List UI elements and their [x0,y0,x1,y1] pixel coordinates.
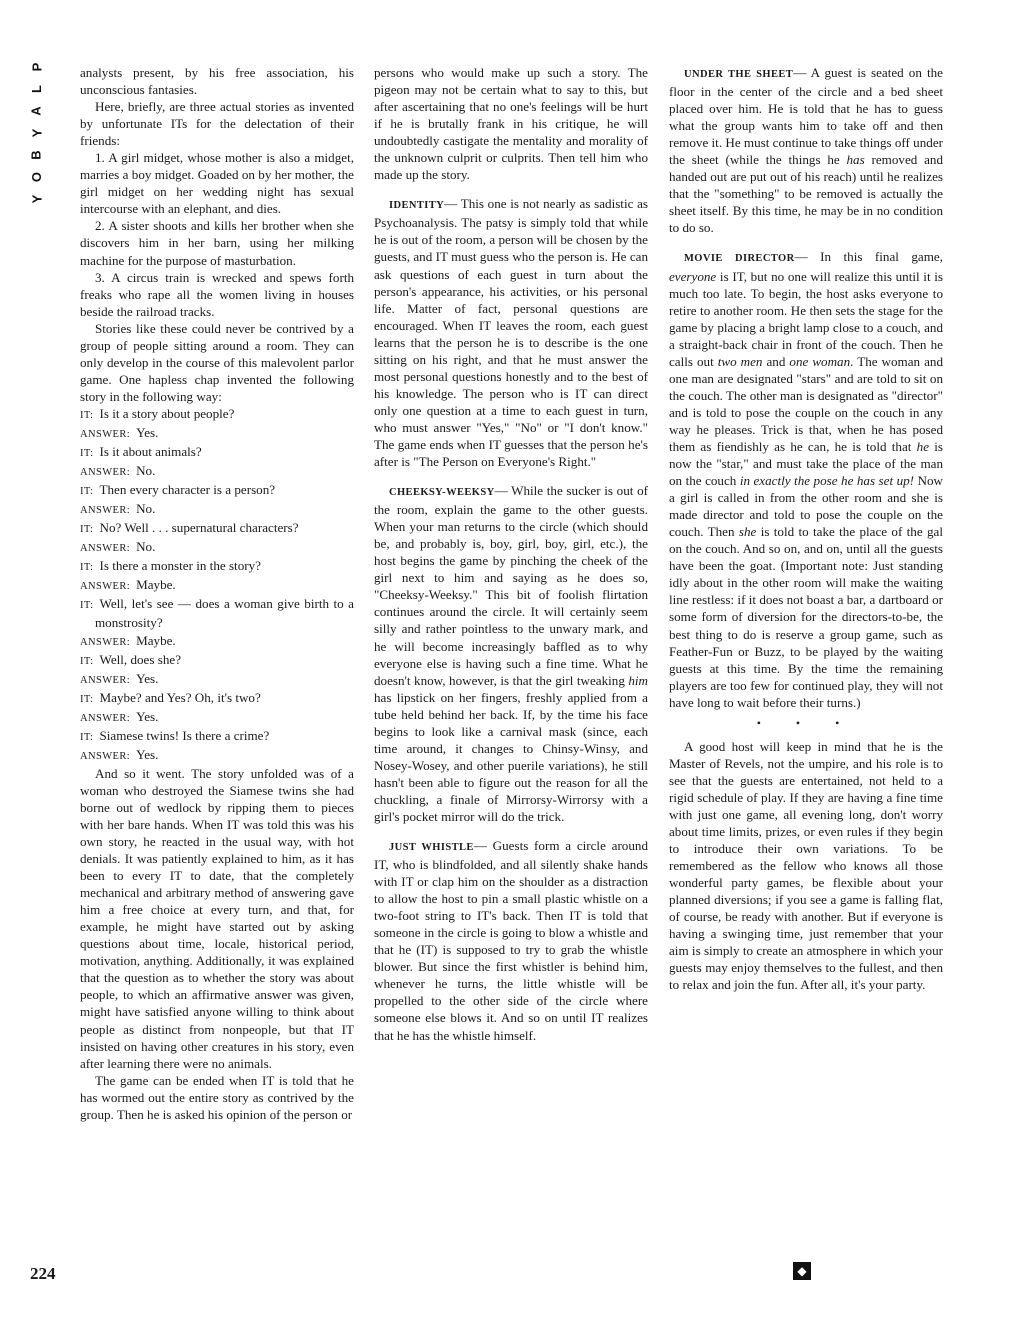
line: No. [136,501,156,517]
line: Is there a monster in the story? [99,558,261,574]
dialogue-line [80,576,354,595]
dialogue-line [80,481,354,500]
dialogue-line [80,462,354,481]
emphasis: one woman [789,353,851,369]
game-text: — While the sucker is out of the room, explain the game to the other guests. When your man returns to the circle (which should be, and probably is, boy, girl, boy, girl, etc.), the host begins the game by pinching the cheek of the girl next to him and saying as he does so, "Cheeksy-Weeksy." This bit of foolish flirtation continues around the circle. It will certainly seem silly and rather pointless to the unwary mark, and he will become increasingly baffled as to why everyone else is having such a fine time. What he doesn't know, however, is that the girl tweaking [374,483,648,688]
speaker: IT: [80,693,94,705]
column-3 [669,64,943,993]
line: Maybe? and Yes? Oh, it's two? [99,689,261,705]
game-text: and [762,353,790,369]
speaker: ANSWER: [80,674,131,686]
line: Yes. [136,708,159,724]
speaker: ANSWER: [80,428,131,440]
speaker: ANSWER: [80,543,131,555]
game-text: Now a girl is called in from the other room and she is made director and told to pose the couple on the couch. Then [669,473,943,540]
dialogue-line [80,727,354,746]
line: No. [136,539,156,555]
dialogue-line [80,689,354,708]
dialogue-line [80,443,354,462]
magazine-running-title: P L A Y B O Y [28,62,44,204]
game-just-whistle [374,837,648,1044]
game-text: is now the "star," and must take the place of the man on the couch [669,438,943,489]
dialogue-line [80,519,354,538]
game-text: is told to take the place of the gal on the couch. And so on, and on, until all the guests have been the goat. (Important note: Just standing idly about in the other room will make the waiting line restless: if it does not boast a bar, a dartboard or some form of diversion for the directors-to-be, the best thing to do is reserve a group game, such as Feather-Fun or Buzz, to be played by the waiting guests at this time. By the time the remaining players are too few for continued play, they will not have long to wait before their turns.) [669,524,943,710]
game-movie-director [669,248,943,710]
game-cheeksy-weeksy [374,482,648,825]
game-text: is IT, but no one will realize this until it is much too late. To begin, the host asks everyone to retire to another room. He then sets the stage for the game by placing a bright lamp close to a couch, and a straight-back chair in front of the couch. Then he calls out [669,268,943,369]
line: Well, let's see — does a woman give birth to a monstrosity? [95,596,354,631]
dialogue-line [80,708,354,727]
line: Is it about animals? [99,444,202,460]
dialogue-line [80,538,354,557]
game-heading: CHEEKSY-WEEKSY [389,487,495,499]
game-text: . The woman and one man are designated "stars" and are told to sit on the couch. The other man is designated as "director" and is told to pose the couple on the couch in any way he pleases. Trick is that, when he has posed them as fiendishly as he can, he is told that [669,353,944,454]
emphasis: everyone [669,268,717,284]
game-heading: IDENTITY [389,200,445,212]
speaker: ANSWER: [80,712,131,724]
paragraph: The game can be ended when IT is told that he has wormed out the entire story as contrived by the group. Then he is asked his opinion of the person or [80,1072,354,1122]
paragraph: persons who would make up such a story. The pigeon may not be certain what to say to this, but after ascertaining that no one's feelings will be hurt if he is brutally frank in his critique, he will undoubtedly castigate the mentality and morality of the unknown culprit or culprits. Then tell him who made up the story. [374,65,648,183]
line: Siamese twins! Is there a crime? [99,727,270,743]
game-text: — This one is not nearly as sadistic as Psychoanalysis. The patsy is simply told that while he is out of the room, a person will be chosen by the guests, and IT must guess who the person is. He can ask questions of each guest in turn about the person's appearance, his activities, or his personal life. Matter of fact, personal questions are encouraged. When IT leaves the room, each guest learns that the person he is to describe is the one sitting on his right, and that he must answer the most personal questions honestly and to the best of his knowledge. The person who is IT can direct only one question at a time to each guest in turn, who must answer "Yes," "No" or "I don't know." The game ends when IT guesses that the person he's after is "The Person on Everyone's Right." [374,196,648,470]
game-under-the-sheet [669,64,943,236]
dialogue-line [80,632,354,651]
page-number: 224 [30,1264,56,1283]
line: No. [136,463,156,479]
speaker: IT: [80,448,94,460]
game-heading: MOVIE DIRECTOR [684,253,795,265]
emphasis: has [846,152,865,168]
paragraph: Here, briefly, are three actual stories as invented by unfortunate ITs for the delectation of their friends: [80,99,354,149]
speaker: IT: [80,600,94,612]
game-text: — In this final game, [794,249,943,265]
line: No? Well . . . supernatural characters? [99,520,299,536]
dialogue-line [80,746,354,765]
paragraph: 1. A girl midget, whose mother is also a midget, marries a boy midget. Goaded on by her mother, the girl midget on her wedding night has sexual intercourse with an elephant, and dies. [80,150,354,217]
game-text: has lipstick on her fingers, freshly applied from a tube held behind her back. If, by the time his face begins to look like a carnival mask (since, each time around, it changes to Chinsy-Winsy, and Nosey-Wosey, and other puerile variations), he still hasn't been able to figure out the reason for all the chuckling, a finale of Mirrorsy-Wirrorsy with a girl's pocket mirror will do the trick. [374,689,648,824]
line: Maybe. [136,632,176,648]
paragraph: 3. A circus train is wrecked and spews forth freaks who rape all the women living in houses beside the railroad tracks. [80,269,354,319]
speaker: IT: [80,409,94,421]
line: Yes. [136,746,159,762]
dialogue-line [80,500,354,519]
game-text: removed and handed out are put out of his reach) until he realizes that the "something" to be removed is actually the sheet itself. By this time, he may be in no condition to do so. [669,152,944,236]
dialogue-line [80,651,354,670]
line: Then every character is a person? [99,482,276,498]
line: Maybe. [136,577,176,593]
dialogue-line [80,405,354,424]
line: Yes. [136,670,159,686]
dialogue-block [80,405,354,765]
paragraph: A good host will keep in mind that he is the Master of Revels, not the umpire, and his role is to see that the guests are entertained, not held to a rigid schedule of play. If they are having a fine time with just one game, all evening long, don't worry about time limits, prizes, or even rules if they begin to introduce their own variations. To be remembered as the fellow who knows all those wonderful party games, be flexible about your planned diversions; if you see a game is falling flat, of course, be ready with another. But if everyone is having a swinging time, just remember that your aim is simply to create an atmosphere in which your guests may enjoy themselves to the fullest, and then to relax and join the fun. After all, it's your party. [669,738,943,993]
line: Yes. [136,424,159,440]
game-text: — A guest is seated on the floor in the center of the circle and a bed sheet placed over him. He is told that he has to guess what the group wants him to take off and then remove it. He must continue to take things off under the sheet (while the things he [669,65,943,168]
section-divider: • • • [756,715,856,730]
speaker: ANSWER: [80,581,131,593]
speaker: IT: [80,524,94,536]
speaker: IT: [80,731,94,743]
speaker: IT: [80,655,94,667]
column-1 [80,64,354,1123]
paragraph: 2. A sister shoots and kills her brother when she discovers him in her barn, using her milking machine for the purpose of masturbation. [80,218,354,268]
game-heading: UNDER THE SHEET [684,69,794,80]
emphasis: he [916,438,930,454]
game-text: — Guests form a circle around IT, who is blindfolded, and all silently shake hands with IT or clap him on the shoulder as a distraction to allow the host to pin a small plastic whistle on a two-foot string to IT's back. Then IT is told that someone in the circle is going to blow a whistle and that he (IT) is supposed to try to grab the whistle blower. But since the first whistler is behind him, whenever he turns, the little whistle will be propelled to the other side of the circle where someone else blows it. And so on until IT realizes that he has the whistle himself. [374,838,648,1043]
speaker: ANSWER: [80,636,131,648]
speaker: ANSWER: [80,750,131,762]
emphasis: two men [717,353,763,369]
speaker: IT: [80,562,94,574]
line: Is it a story about people? [99,405,235,421]
paragraph: analysts present, by his free association, his unconscious fantasies. [80,65,354,98]
dialogue-line [80,670,354,689]
emphasis: she [738,524,757,540]
dialogue-line [80,424,354,443]
speaker: ANSWER: [80,467,131,479]
column-2 [374,64,648,1044]
rabbit-logo-icon: ◆ [793,1262,811,1280]
game-identity [374,195,648,470]
paragraph: Stories like these could never be contrived by a group of people sitting around a room. They can only develop in the course of this malevolent parlor game. One hapless chap invented the following story in the following way: [80,320,354,404]
speaker: IT: [80,486,94,498]
dialogue-line [80,595,354,631]
emphasis: in exactly the pose he has set up! [739,473,915,489]
speaker: ANSWER: [80,505,131,517]
paragraph: And so it went. The story unfolded was of a woman who destroyed the Siamese twins she had borne out of wedlock by ripping them to pieces with her bare hands. When IT was told this was his own story, he reacted in the usual way, with hot denials. It was patiently explained to him, as it has been to every IT to date, that the completely mechanical and arbitrary method of answering gave him a free choice at every turn, and that, for example, he might have started out by asking questions about time, locale, historical period, motivation, anything. Additionally, it was explained that the question as to whether the story was about people, to which an affirmative answer was given, might have satisfied anyone willing to think about people as distinct from nonpeople, but that IT insisted on having other creatures in his story, even after learning there were no animals. [80,765,354,1071]
game-heading: JUST WHISTLE [389,842,474,854]
line: Well, does she? [99,651,181,667]
emphasis: him [628,672,648,688]
dialogue-line [80,557,354,576]
